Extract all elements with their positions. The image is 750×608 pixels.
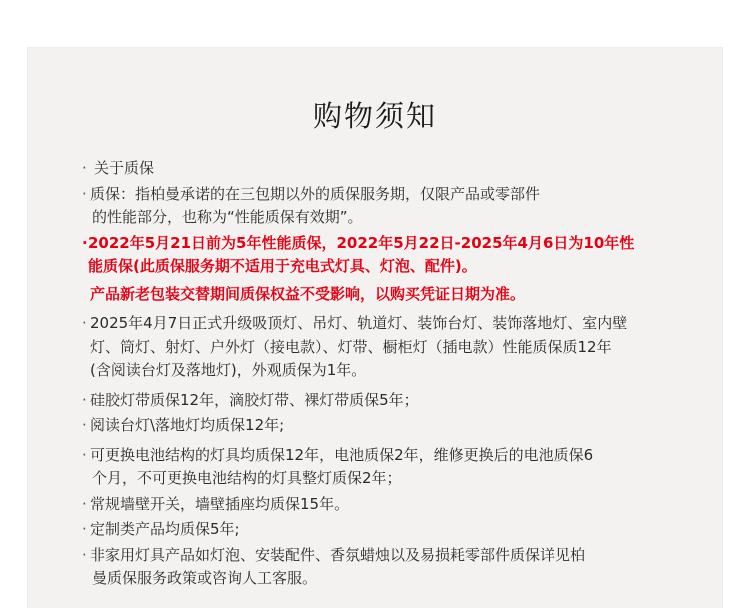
list-item-switch-socket [82, 493, 682, 517]
item-text-line: 的性能部分，也称为“性能质保有效期”。 [92, 208, 363, 226]
item-text-line: 灯、筒灯、射灯、户外灯（接电款）、灯带、橱柜灯（插电款）性能质保质12年 [90, 337, 612, 356]
item-text-line: 2022年5月21日前为5年性能质保，2022年5月22日-2025年4月6日为10年性 [88, 233, 635, 252]
item-text-line: 非家用灯具产品如灯泡、安装配件、香氛蜡烛以及易损耗零部件质保详见柏 [90, 545, 586, 564]
bullet-dot: · [82, 159, 87, 177]
bullet-dot: · [82, 494, 87, 513]
list-item-warranty-definition [82, 183, 682, 230]
bullet-dot: · [82, 416, 87, 434]
item-text: 定制类产品均质保5年; [90, 520, 240, 538]
item-text: 常规墙壁开关，墙壁插座均质保15年。 [90, 494, 350, 513]
list-item-non-household [82, 544, 682, 591]
bullet-dot: · [82, 233, 88, 252]
item-text: 硅胶灯带质保12年，滴胶灯带、裸灯带质保5年； [90, 390, 419, 409]
list-item-2025-upgrade [82, 312, 682, 383]
list-item-reading-lamp [82, 414, 682, 438]
list-item-warranty-period-notice [82, 232, 682, 279]
bullet-dot: · [82, 445, 87, 464]
page-title: 购物须知 [312, 99, 437, 133]
item-text-line: 质保：指柏曼承诺的在三包期以外的质保服务期，仅限产品或零部件 [90, 184, 541, 203]
bullet-dot: · [82, 545, 87, 564]
item-text-line: 个月，不可更换电池结构的灯具整灯质保2年； [92, 469, 402, 487]
bullet-dot: · [82, 184, 87, 203]
list-item-battery [82, 444, 682, 491]
packaging-notice: 产品新老包装交替期间质保权益不受影响，以购买凭证日期为准。 [90, 284, 526, 303]
item-text-line: 可更换电池结构的灯具均质保12年，电池质保2年，维修更换后的电池质保6 [90, 445, 594, 464]
list-item-about-warranty [82, 157, 682, 181]
item-text: 阅读台灯\落地灯均质保12年; [90, 416, 285, 434]
item-text-line: 2025年4月7日正式升级吸顶灯、吊灯、轨道灯、装饰台灯、装饰落地灯、室内壁 [90, 314, 628, 332]
list-item-silicone-strip [82, 389, 682, 413]
bullet-dot: · [82, 314, 87, 332]
bullet-dot: · [82, 520, 87, 538]
bullet-dot: · [82, 390, 87, 409]
item-text: 关于质保 [94, 159, 155, 177]
item-text-line: (含阅读台灯及落地灯)，外观质保为1年。 [90, 361, 367, 379]
list-item-custom-products [82, 518, 682, 542]
notice-content [82, 157, 682, 591]
item-text-line: 能质保(此质保服务期不适用于充电式灯具、灯泡、配件)。 [88, 257, 477, 275]
item-text-line: 曼质保服务政策或咨询人工客服。 [92, 569, 318, 587]
